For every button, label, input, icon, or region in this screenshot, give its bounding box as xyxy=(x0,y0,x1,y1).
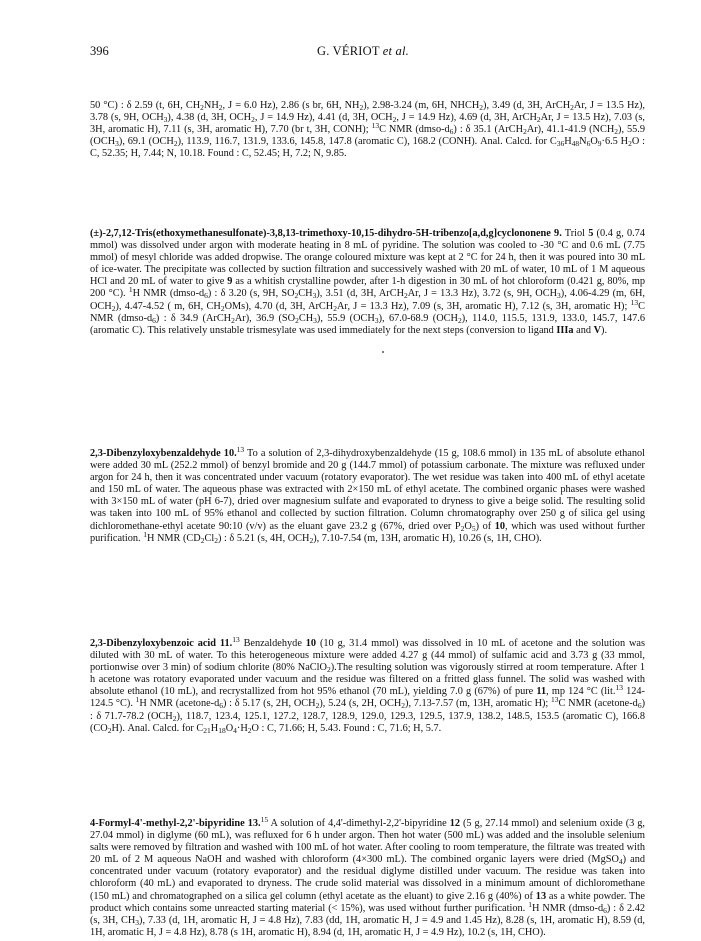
text-run: H xyxy=(210,722,219,734)
subscript-run: 2 xyxy=(111,303,116,313)
text-run: ), 7.10-7.54 (m, 13H, aromatic H), 10.26 (s, 1H, CHO). xyxy=(313,532,542,544)
text-run: Triol xyxy=(561,228,589,239)
subscript-run: 48 xyxy=(571,139,580,149)
text-run: ). xyxy=(601,324,608,336)
bold-run: 9 xyxy=(227,276,233,288)
paragraph-text xyxy=(90,228,645,336)
text-run: and xyxy=(573,324,594,336)
text-run: ), 113.9, 116.7, 131.9, 133.6, 145.8, 147.8 (aromatic C), 168.2 (CONH). Anal. Calcd. for C xyxy=(177,136,557,148)
text-run: ) : δ 35.1 (ArCH xyxy=(453,124,524,136)
subscript-run: 3 xyxy=(557,291,561,301)
text-run: ).The resulting solution was vigorously stirred at room temperature. After 1 h acetone was rotatory evaporated under vacuum and the residue was filtered on a fritted glass funnel. The solid was washed with absolute ethanol (10 mL), and recrystallized from hot 95% ethanol (70 mL), yielding 7.0 g (67%) of pure xyxy=(90,662,645,698)
subscript-run: 36 xyxy=(556,139,565,149)
subscript-run: 4 xyxy=(618,857,623,867)
text-run: ), 118.7, 123.4, 125.1, 127.2, 128.7, 128.9, 129.0, 129.3, 129.5, 137.9, 138.2, 148.5, 153.5 (aromatic C), 166.8 (CO xyxy=(90,710,645,734)
text-run: , J = 14.9 Hz), 4.69 (d, 3H, ArCH xyxy=(396,112,537,124)
bold-run: 10 xyxy=(494,520,506,532)
text-run: O : C, 52.35; H, 7.44; N, 10.18. Found : C, 52.45; H, 7.2; N, 9.85. xyxy=(90,136,646,160)
text-run: ·H xyxy=(236,722,248,734)
bold-run: 10 xyxy=(305,638,317,649)
subscript-run: 6 xyxy=(603,905,607,915)
text-run: ) of xyxy=(475,520,495,532)
text-run: Ar, J = 13.3 Hz), 3.72 (s, 9H, OCH xyxy=(407,288,558,300)
subscript-run: 2 xyxy=(333,303,337,313)
text-run: (5 g, 27.14 mmol) and selenium oxide (3 g, 27.04 mmol) in diglyme (60 mL), was refluxed for 6 h under argon. Then hot water (500 mL) was added and the insoluble selenium salts were removed by filtration and washed with 100 mL of hot water. After cooling to room temperature, the filtrate was treated with 20 mL of 2 M aqueous NaOH and washed with chloroform (4×300 mL). The combined organic layers were dried (MgSO xyxy=(90,818,645,866)
subscript-run: 3 xyxy=(312,291,317,301)
superscript-run: 13 xyxy=(615,683,623,693)
subscript-run: 3 xyxy=(313,315,317,325)
text-run: C NMR (acetone-d xyxy=(558,698,638,710)
subscript-run: 2 xyxy=(570,103,574,112)
subscript-run: 2 xyxy=(200,103,204,112)
paragraph-compound-10 xyxy=(90,445,646,545)
text-run: ), 3.51 (d, 3H, ArCH xyxy=(316,288,404,300)
text-run: as a white powder. The product which contains some unreacted starting material (< 15%), was used without further purification. xyxy=(90,890,645,914)
subscript-run: 2 xyxy=(107,725,112,735)
text-run: Ar), 36.9 (SO xyxy=(234,312,296,324)
subscript-run: 2 xyxy=(309,535,314,545)
text-run: OMs), 4.70 (d, 3H, ArCH xyxy=(224,300,334,312)
text-run: N xyxy=(579,136,587,148)
text-run: C NMR (dmso-d xyxy=(379,124,450,136)
superscript-run: 13 xyxy=(236,445,245,454)
subscript-run: 2 xyxy=(359,103,364,112)
subscript-run: 2 xyxy=(392,115,397,125)
bold-run: IIIa xyxy=(556,324,574,336)
subscript-run: 2 xyxy=(251,115,255,125)
subscript-run: 2 xyxy=(315,701,320,711)
text-run: ), 7.33 (d, 1H, aromatic H, J = 4.8 Hz), 7.83 (dd, 1H, aromatic H, J = 4.9 and 1.45 Hz), 8.28 (s, 1H, aromatic H), 8.59 (d, 1H, aromatic H, J = 4.8 Hz), 8.78 (s 1H, aromatic H), 8.94 (d, 1H, aromatic H, J = 4.9 Hz), 10.2 (s, 1H, CHO). xyxy=(90,914,646,938)
subscript-run: 2 xyxy=(614,127,619,137)
paragraph-heading: 2,3-Dibenzyloxybenzoic acid 11. xyxy=(90,638,233,649)
text-run: ) : δ 5.17 (s, 2H, OCH xyxy=(223,698,316,710)
superscript-run: 13 xyxy=(232,635,240,644)
superscript-run: 13 xyxy=(371,121,380,131)
paragraph-compound-9 xyxy=(90,228,645,337)
subscript-run: 2 xyxy=(173,139,178,149)
text-run: ), 55.9 (OCH xyxy=(316,312,375,324)
page-number: 396 xyxy=(90,44,109,58)
subscript-run: 4 xyxy=(233,725,237,735)
subscript-run: 6 xyxy=(637,701,642,711)
text-run: , mp 124 °C (lit. xyxy=(546,686,616,698)
text-run: H NMR (dmso-d xyxy=(531,902,604,914)
text-run: ), 4.06-4.29 (m, 6H, OCH xyxy=(90,288,645,312)
subscript-run: 2 xyxy=(404,291,408,301)
bold-run: V xyxy=(593,324,602,336)
text-run: ), 69.1 (OCH xyxy=(118,136,174,148)
text-run: Ar), 41.1-41.9 (NCH xyxy=(526,124,615,136)
text-run: Ar, J = 13.5 Hz), 7.03 (s, 3H, aromatic H), 7.11 (s, 3H, aromatic H), 7.70 (br t, 3H, CONH); xyxy=(90,112,645,136)
subscript-run: 2 xyxy=(536,115,541,125)
paragraph-text xyxy=(90,100,645,159)
subscript-run: 3 xyxy=(374,315,379,325)
paragraph-body xyxy=(90,815,646,939)
paragraph-body xyxy=(90,100,645,160)
text-run: as a whitish crystalline powder, after 1-h digestion in 30 mL of hot chloroform (0.421 g, 80%, mp 200 °C). xyxy=(90,276,645,300)
text-run: H). Anal. Calcd. for C xyxy=(111,722,204,734)
paragraph-body xyxy=(90,635,646,735)
subscript-run: 2 xyxy=(295,315,299,325)
subscript-run: 6 xyxy=(586,139,591,149)
subscript-run: 2 xyxy=(231,315,235,325)
bold-run: 11 xyxy=(536,686,547,698)
subscript-run: 2 xyxy=(218,103,223,112)
running-head-et-al: et al. xyxy=(382,44,409,58)
subscript-run: 2 xyxy=(214,535,218,545)
text-run: (10 g, 31.4 mmol) was dissolved in 10 mL of acetone and the solution was diluted with 30 mL of water. To this heterogeneous mixture were added 4.27 g (44 mmol) of sulfamic acid and 3.73 g (33 mmol, portionwise over 3 min) of sodium chlorite (80% NaClO xyxy=(90,638,645,674)
text-run: , which was used without further purification. xyxy=(90,520,646,544)
paragraph-text xyxy=(90,635,646,735)
subscript-run: 21 xyxy=(203,725,211,735)
text-run: Cl xyxy=(204,532,215,544)
subscript-run: 2 xyxy=(294,291,299,301)
text-run: NH xyxy=(203,100,219,111)
text-run: O : C, 71.66; H, 5.43. Found : C, 71.6; H, 5.7. xyxy=(251,722,442,734)
text-run: O xyxy=(590,136,598,148)
text-run: , J = 14.9 Hz), 4.41 (d, 3H, OCH xyxy=(254,112,393,124)
bold-run: 5 xyxy=(588,228,594,239)
text-run: ) and concentrated under vacuum (rotatory evaporator) and the residual diglyme distilled under vacuum. The residue was taken into chloroform (40 mL) and evaporated to dryness. The crude solid material was dissolved in a minimum amount of dichloromethane (150 mL) and chromatographed on a silica gel column (ethyl acetate as the eluant) to give 2.16 g (40%) of xyxy=(90,854,645,902)
bold-run: 13 xyxy=(535,890,547,902)
paragraph-text xyxy=(90,815,646,938)
text-run: H NMR (acetone-d xyxy=(139,698,220,710)
superscript-run: 15 xyxy=(260,815,269,824)
text-run: H xyxy=(564,136,572,148)
text-run: 50 °C) : δ 2.59 (t, 6H, CH xyxy=(90,100,201,111)
text-run: CH xyxy=(298,312,314,324)
subscript-run: 2 xyxy=(457,315,462,325)
superscript-run: 1 xyxy=(128,285,133,295)
subscript-run: 2 xyxy=(479,103,484,112)
subscript-run: 2 xyxy=(523,127,527,137)
subscript-run: 18 xyxy=(218,725,226,735)
text-run: Ar, J = 13.5 Hz), 3.78 (s, 9H, OCH xyxy=(90,100,645,124)
bold-run: 12 xyxy=(449,818,461,829)
text-run: ) : δ 2.42 (s, 3H, CH xyxy=(90,902,645,926)
subscript-run: 2 xyxy=(628,139,632,149)
subscript-run: 6 xyxy=(204,291,208,301)
text-run: Benzaldehyde xyxy=(239,638,306,649)
paragraph-text xyxy=(90,445,646,545)
subscript-run: 6 xyxy=(449,127,454,137)
subscript-run: 3 xyxy=(115,139,119,149)
text-run: ) : δ 5.21 (s, 4H, OCH xyxy=(217,532,310,544)
paragraph-compound-8-nmr-continued xyxy=(90,100,645,160)
text-run: H NMR (dmso-d xyxy=(132,288,205,300)
stray-mark xyxy=(382,351,384,353)
text-run: ), 67.0-68.9 (OCH xyxy=(378,312,458,324)
text-run: C NMR (dmso-d xyxy=(90,300,645,324)
subscript-run: 2 xyxy=(247,725,252,735)
text-run: ·6.5 H xyxy=(601,136,629,148)
subscript-run: 2 xyxy=(326,665,331,675)
text-run: ), 4.38 (d, 3H, OCH xyxy=(167,112,252,124)
paragraph-compound-13 xyxy=(90,815,646,939)
subscript-run: 3 xyxy=(163,115,168,125)
text-run: ), 4.47-4.52 ( m, 6H, CH xyxy=(115,300,221,312)
paragraph-body xyxy=(90,228,645,337)
subscript-run: 2 xyxy=(220,303,225,313)
text-run: ), 114.0, 115.5, 131.9, 133.0, 145.7, 147.6 (aromatic C). This relatively unstable trismesylate was used immediately for the next steps (conversion to ligand xyxy=(90,312,645,336)
subscript-run: 2 xyxy=(460,523,465,533)
paragraph-compound-11 xyxy=(90,635,646,735)
paragraph-heading: (±)-2,7,12-Tris(ethoxymethanesulfonate)-3,8,13-trimethoxy-10,15-dihydro-5H-tribenzo[a,d,g]cyclononene 9. xyxy=(90,228,562,239)
subscript-run: 6 xyxy=(152,315,156,325)
text-run: ) : δ 71.7-78.2 (OCH xyxy=(90,698,646,722)
text-run: A solution of 4,4'-dimethyl-2,2'-bipyridine xyxy=(268,818,450,829)
paragraph-body xyxy=(90,445,646,545)
subscript-run: 5 xyxy=(471,523,476,533)
running-head xyxy=(317,44,409,59)
text-run: (0.4 g, 0.74 mmol) was dissolved under argon with moderate heating in 8 mL of pyridine. The solution was cooled to -30 °C and 0.6 mL (7.75 mmol) of mesyl chloride was added dropwise. The orange coloured mixture was kept at 2 °C for 24 h, then it was poured into 30 mL of ice-water. The precipitate was collected by suction filtration and successively washed with 20 mL of water, 10 mL of 1 M aqueous HCl and 20 mL of water to give xyxy=(90,228,645,288)
running-head-author: G. VÉRIOT xyxy=(317,44,380,58)
text-run: Ar, J = 13.3 Hz), 7.09 (s, 3H, aromatic H), 7.12 (s, 3H, aromatic H); xyxy=(337,300,631,312)
text-run: H NMR (CD xyxy=(146,532,201,544)
superscript-run: 13 xyxy=(630,297,639,307)
text-run: ), 3.49 (d, 3H, ArCH xyxy=(483,100,571,111)
text-run: O xyxy=(464,520,472,532)
superscript-run: 13 xyxy=(551,695,559,705)
superscript-run: 1 xyxy=(143,529,147,539)
page-header xyxy=(90,44,641,60)
text-run: ), 7.13-7.57 (m, 13H, aromatic H); xyxy=(405,698,552,710)
text-run: ), 2.98-3.24 (m, 6H, NHCH xyxy=(363,100,480,111)
paragraph-heading: 4-Formyl-4'-methyl-2,2'-bipyridine 13. xyxy=(90,818,261,829)
subscript-run: 9 xyxy=(597,139,602,149)
text-run: ), 5.24 (s, 2H, OCH xyxy=(319,698,402,710)
paragraph-heading: 2,3-Dibenzyloxybenzaldehyde 10. xyxy=(90,448,237,459)
text-run: ) : δ 3.20 (s, 9H, SO xyxy=(207,288,295,300)
text-run: O xyxy=(225,722,234,734)
text-run: ) : δ 34.9 (ArCH xyxy=(155,312,232,324)
subscript-run: 6 xyxy=(219,701,223,711)
text-run: ), 55.9 (OCH xyxy=(90,124,646,148)
superscript-run: 1 xyxy=(135,695,140,705)
text-run: , J = 6.0 Hz), 2.86 (s br, 6H, NH xyxy=(222,100,360,111)
text-run: CH xyxy=(298,288,313,300)
subscript-run: 2 xyxy=(172,713,177,723)
text-run: 124-124.5 °C). xyxy=(90,686,645,710)
subscript-run: 2 xyxy=(200,535,205,545)
text-run: To a solution of 2,3-dihydroxybenzaldehyde (15 g, 108.6 mmol) in 135 mL of absolute ethanol were added 30 mL (252.2 mmol) of benzyl bromide and 20 g (144.7 mmol) of potassium carbonate. The mixture was refluxed under argon for 24 h, then it was concentrated under vacuum (rotatory evaporator). The wet residue was taken into 400 mL of ethyl acetate and 150 mL of water. The aqueous phase was extracted with 2×150 mL of ethyl acetate. The combined organic phases were washed with 3×150 mL of water (pH 6-7), dried over magnesium sulfate and evaporated to dryness to give a beige solid. The resulting solid was taken into 100 mL of 95% ethanol and collected by suction filtration. Column chromatography over 250 g of silica gel using dichloromethane-ethyl acetate 90:10 (v/v) as the eluant gave 23.2 g (67%, dried over P xyxy=(90,448,645,532)
subscript-run: 3 xyxy=(135,917,140,927)
superscript-run: 1 xyxy=(528,899,532,909)
subscript-run: 2 xyxy=(401,701,406,711)
